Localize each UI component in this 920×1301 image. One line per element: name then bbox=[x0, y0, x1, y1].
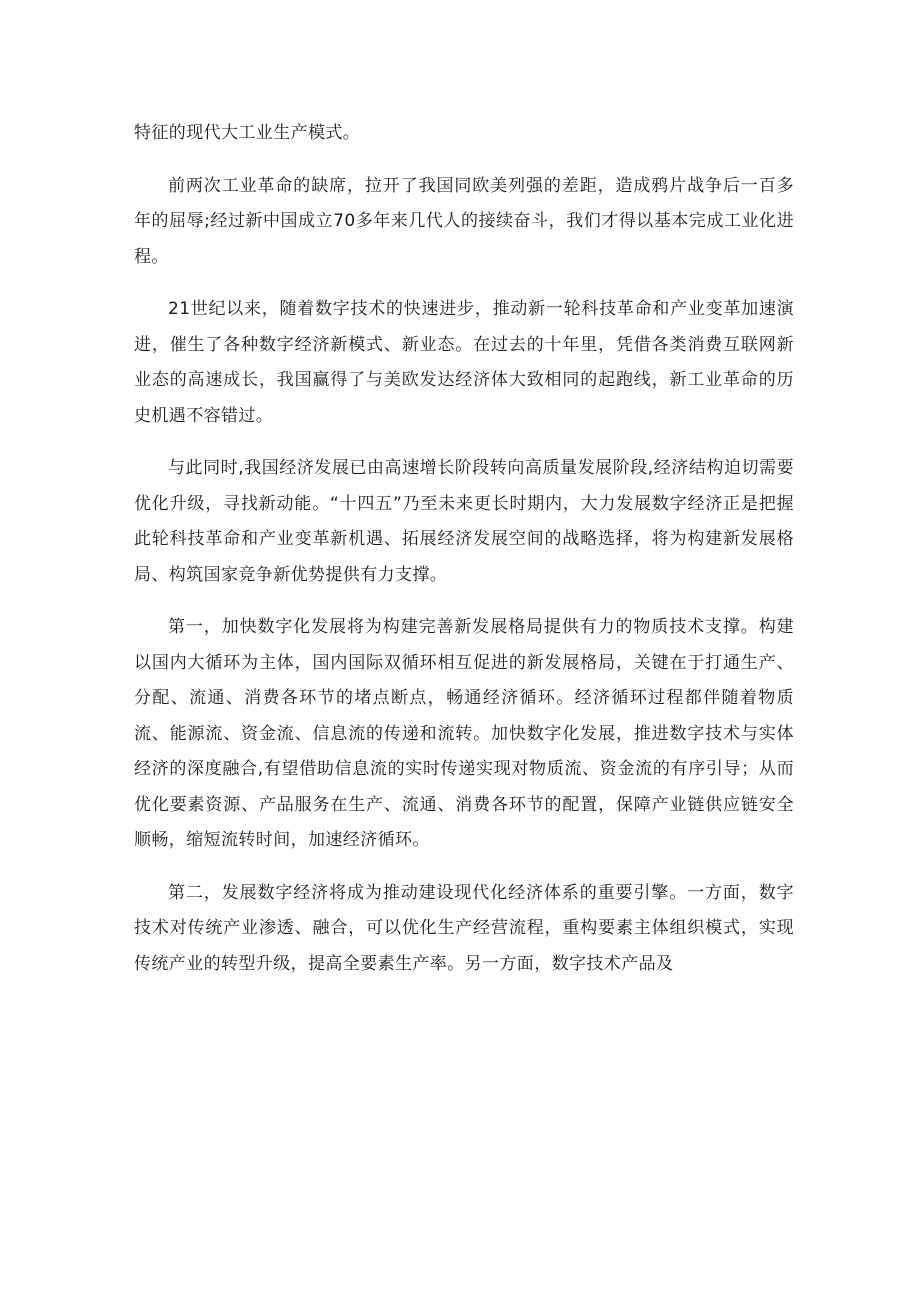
paragraph-point-two: 第二，发展数字经济将成为推动建设现代化经济体系的重要引擎。一方面，数字技术对传统产业渗透、融合，可以优化生产经营流程，重构要素主体组织模式，实现传统产业的转型升级，提高全要素生产率。另一方面，数字技术产品及 bbox=[134, 882, 794, 974]
document-body bbox=[134, 116, 794, 999]
paragraph-21st-century-digital: 21世纪以来，随着数字技术的快速进步，推动新一轮科技革命和产业变革加速演进，催生了各种数字经济新模式、新业态。在过去的十年里，凭借各类消费互联网新业态的高速成长，我国赢得了与美欧发达经济体大致相同的起跑线，新工业革命的历史机遇不容错过。 bbox=[134, 299, 794, 426]
paragraph-high-quality-development: 与此同时,我国经济发展已由高速增长阶段转向高质量发展阶段,经济结构迫切需要优化升级，寻找新动能。“十四五”乃至未来更长时期内，大力发展数字经济正是把握此轮科技革命和产业变革新机遇、拓展经济发展空间的战略选择，将为构建新发展格局、构筑国家竞争新优势提供有力支撑。 bbox=[134, 458, 794, 585]
paragraph-continuation: 特征的现代大工业生产模式。 bbox=[134, 123, 361, 143]
paragraph-industrial-revolution-absence: 前两次工业革命的缺席，拉开了我国同欧美列强的差距，造成鸦片战争后一百多年的屈辱;经过新中国成立70多年来几代人的接续奋斗，我们才得以基本完成工业化进程。 bbox=[134, 175, 794, 267]
paragraph-point-one: 第一，加快数字化发展将为构建完善新发展格局提供有力的物质技术支撑。构建以国内大循环为主体，国内国际双循环相互促进的新发展格局，关键在于打通生产、分配、流通、消费各环节的堵点断点，畅通经济循环。经济循环过程都伴随着物质流、能源流、资金流、信息流的传递和流转。加快数字化发展，推进数字技术与实体经济的深度融合,有望借助信息流的实时传递实现对物质流、资金流的有序引导；从而优化要素资源、产品服务在生产、流通、消费各环节的配置，保障产业链供应链安全顺畅，缩短流转时间，加速经济循环。 bbox=[134, 617, 794, 850]
